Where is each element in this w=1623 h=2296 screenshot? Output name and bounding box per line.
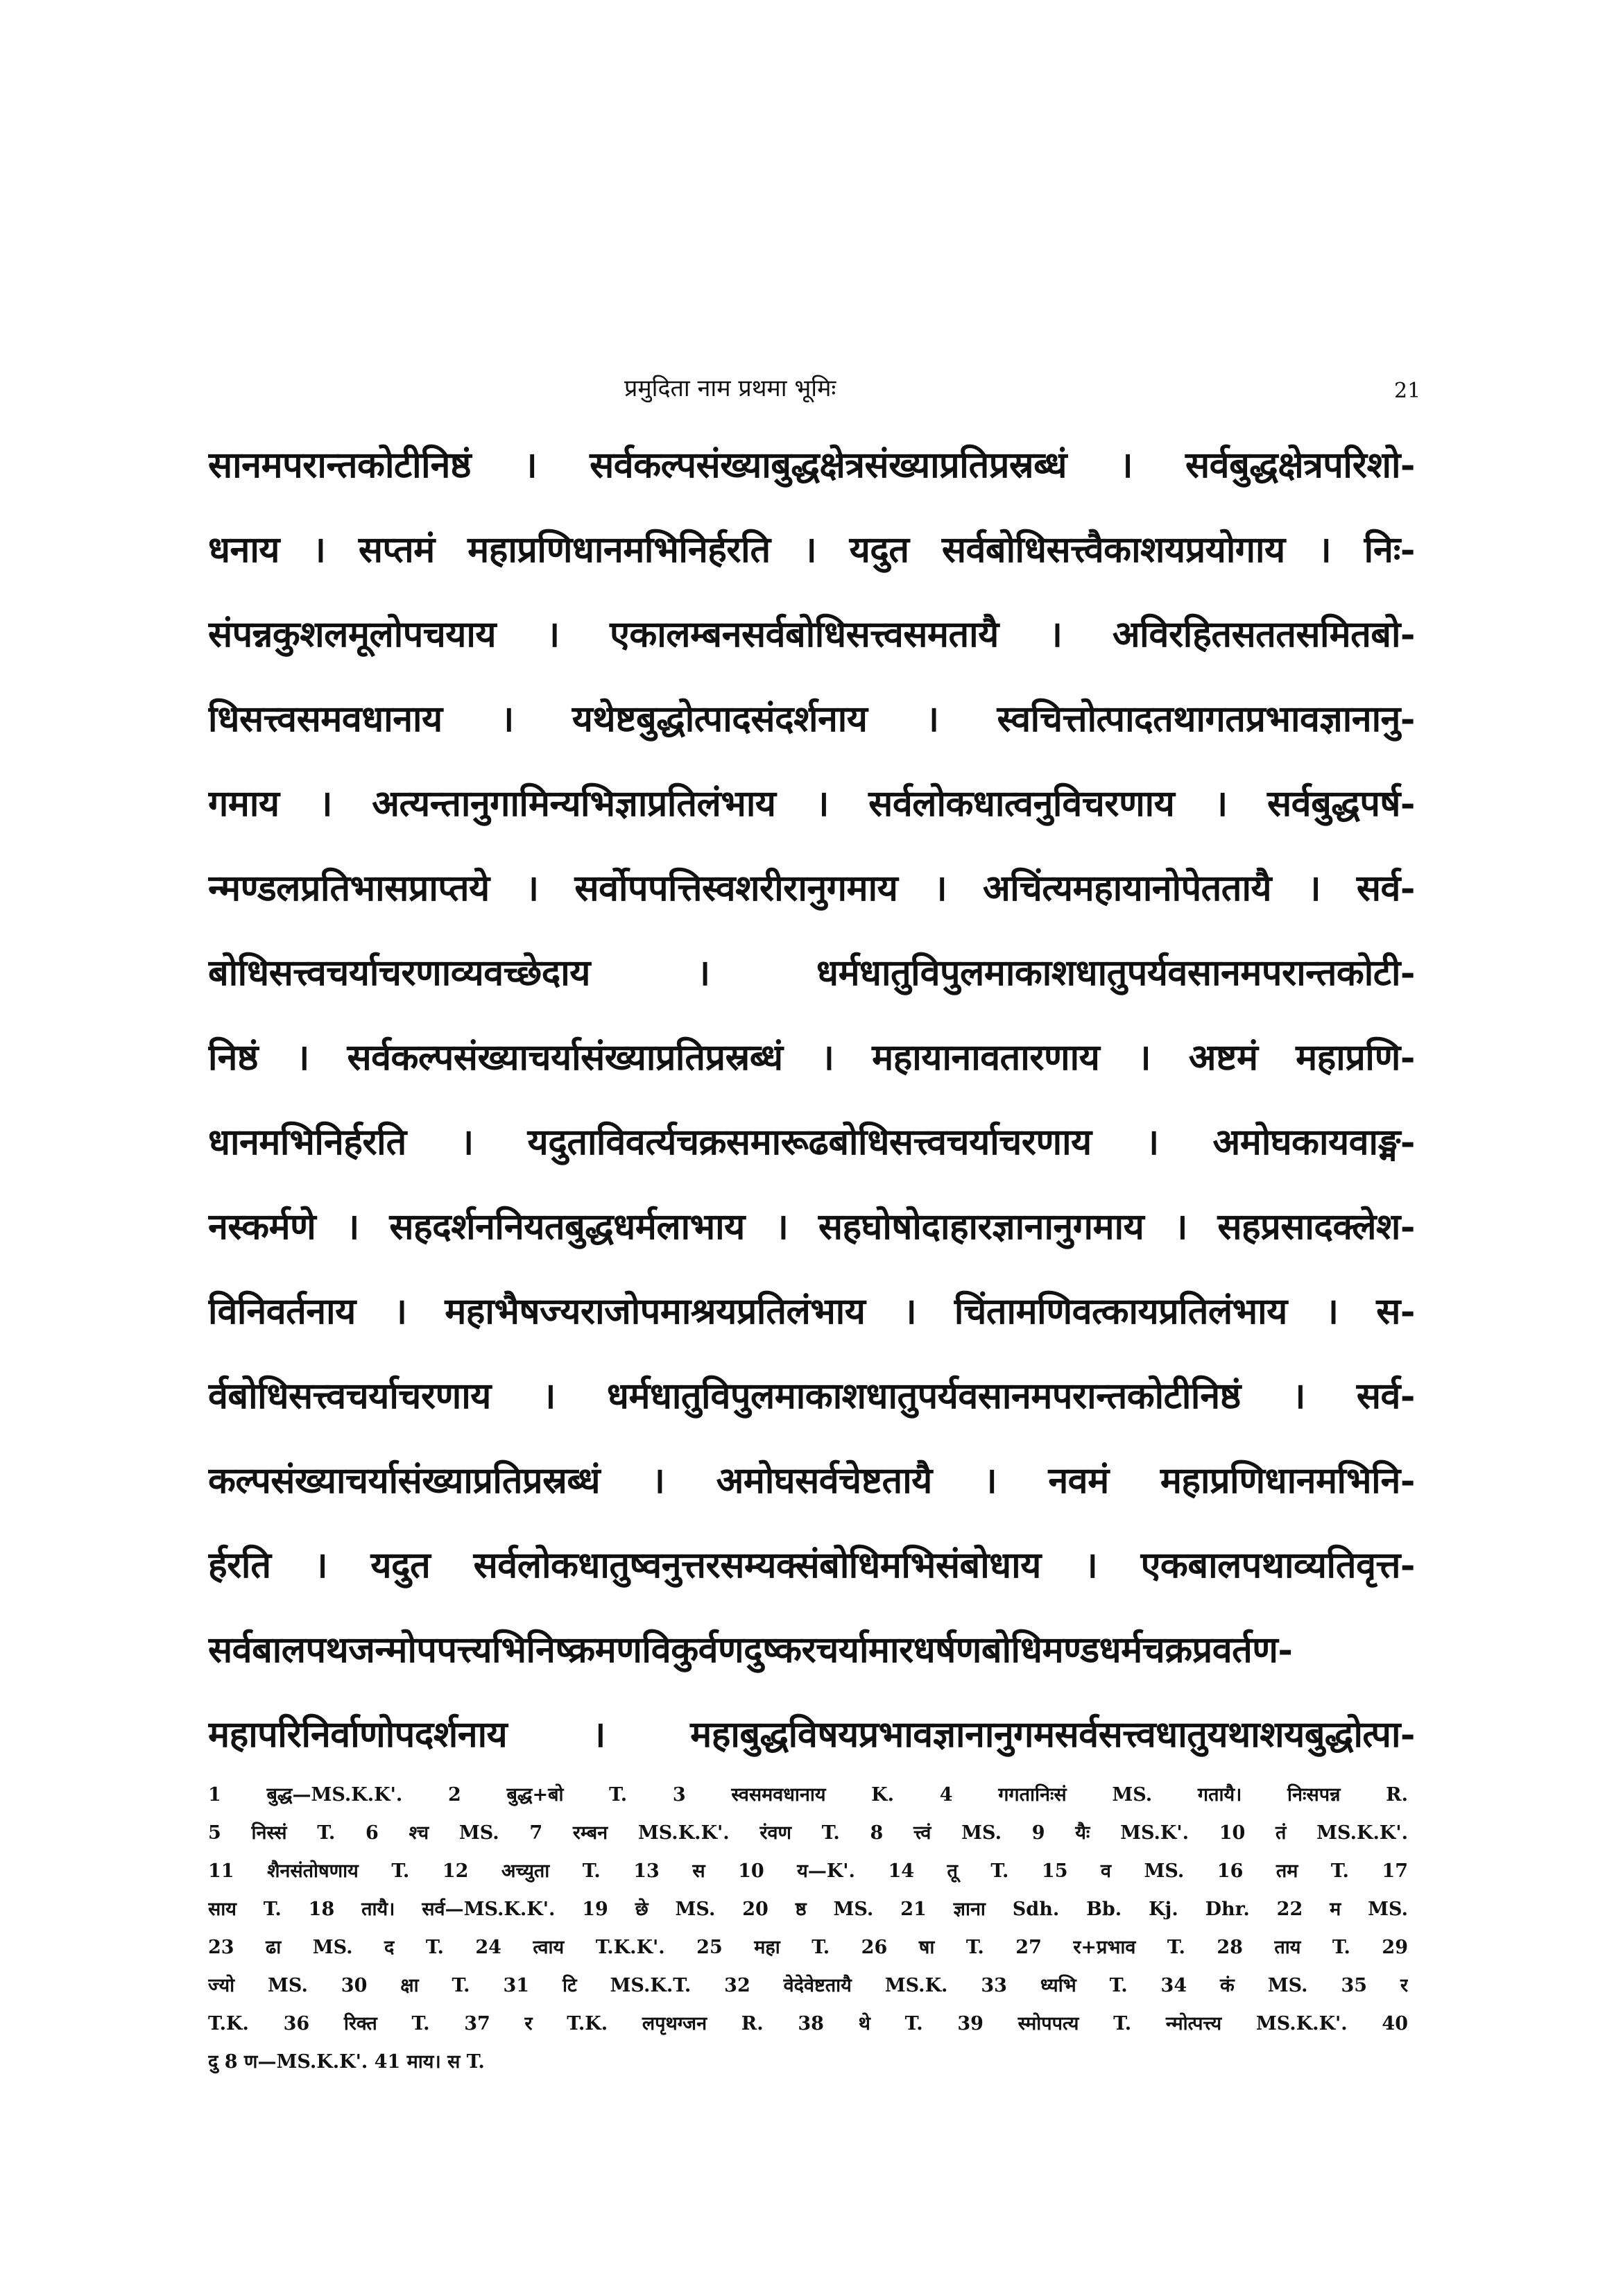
page-number: 21 <box>1394 379 1421 403</box>
text-line: सानमपरान्तकोटीनिष्ठं । सर्वकल्पसंख्याबुद्धक्षेत्रसंख्याप्रतिप्रस्रब्धं । सर्वबुद्धक्षेत्रपरिशो- <box>208 444 1415 486</box>
text-line: धानमभिनिर्हरति । यदुताविवर्त्यचक्रसमारूढबोधिसत्त्वचर्याचरणाय । अमोघकायवाङ्म- <box>208 1121 1415 1163</box>
text-line: नस्कर्मणे । सहदर्शननियतबुद्धधर्मलाभाय । सहघोषोदाहारज्ञानानुगमाय । सहप्रसादक्लेश- <box>208 1206 1415 1248</box>
text-line: धिसत्त्वसमवधानाय । यथेष्टबुद्धोत्पादसंदर्शनाय । स्वचित्तोत्पादतथागतप्रभावज्ञानानु- <box>208 698 1415 740</box>
text-line: र्वबोधिसत्त्वचर्याचरणाय । धर्मधातुविपुलमाकाशधातुपर्यवसानमपरान्तकोटीनिष्ठं । सर्व- <box>208 1375 1415 1417</box>
footnote-line: 1 बुद्ध—MS.K.K'. 2 बुद्ध+बो T. 3 स्वसमवधानाय K. 4 गगतानिःसं MS. गतायै। निःसपन्न R. <box>208 1784 1408 1806</box>
text-line: कल्पसंख्याचर्यासंख्याप्रतिप्रस्रब्धं । अमोघसर्वचेष्टतायै । नवमं महाप्रणिधानमभिनि- <box>208 1459 1415 1502</box>
text-line: सर्वबालपथजन्मोपपत्त्यभिनिष्क्रमणविकुर्वणदुष्करचर्यामारधर्षणबोधिमण्डधर्मचक्रप्रवर्तण- <box>208 1629 1293 1671</box>
footnote-line: 11 शैनसंतोषणाय T. 12 अच्युता T. 13 स 10 य—K'. 14 तू T. 15 व MS. 16 तम T. 17 <box>208 1860 1408 1882</box>
footnote-line: 5 निस्सं T. 6 श्च MS. 7 रम्बन MS.K.K'. रंवण T. 8 त्त्वं MS. 9 यैः MS.K'. 10 तं MS.K.K'. <box>208 1822 1408 1844</box>
text-line: धनाय । सप्तमं महाप्रणिधानमभिनिर्हरति । यदुत सर्वबोधिसत्त्वैकाशयप्रयोगाय । निः- <box>208 529 1415 571</box>
text-line: महापरिनिर्वाणोपदर्शनाय । महाबुद्धविषयप्रभावज्ञानानुगमसर्वसत्त्वधातुयथाशयबुद्धोत्पा- <box>208 1713 1415 1756</box>
footnote-line: साय T. 18 तायै। सर्व—MS.K.K'. 19 छे MS. 20 ष्ठ MS. 21 ज्ञाना Sdh. Bb. Kj. Dhr. 22 म MS. <box>208 1899 1408 1920</box>
footnote-line: दु 8 ण—MS.K.K'. 41 माय। स T. <box>208 2051 485 2073</box>
footnote-line: ज्यो MS. 30 क्षा T. 31 टि MS.K.T. 32 वेदेवेष्टतायै MS.K. 33 ध्यभि T. 34 कं MS. 35 र <box>208 1975 1408 1996</box>
text-line: विनिवर्तनाय । महाभैषज्यराजोपमाश्रयप्रतिलंभाय । चिंतामणिवत्कायप्रतिलंभाय । स- <box>208 1290 1415 1333</box>
text-line: गमाय । अत्यन्तानुगामिन्यभिज्ञाप्रतिलंभाय । सर्वलोकधात्वनुविचरणाय । सर्वबुद्धपर्ष- <box>208 782 1415 825</box>
text-line: निष्ठं । सर्वकल्पसंख्याचर्यासंख्याप्रतिप्रस्रब्धं । महायानावतारणाय । अष्टमं महाप्रणि- <box>208 1036 1415 1079</box>
footnote-line: T.K. 36 रिक्त T. 37 र T.K. लपृथग्जन R. 38 थे T. 39 स्मोपपत्य T. न्मोत्पत्त्य MS.K.K'. 40 <box>208 2013 1408 2034</box>
text-line: र्हरति । यदुत सर्वलोकधातुष्वनुत्तरसम्यक्संबोधिमभिसंबोधाय । एकबालपथाव्यतिवृत्त- <box>208 1544 1415 1586</box>
main-text <box>208 423 1415 1777</box>
text-line: न्मण्डलप्रतिभासप्राप्तये । सर्वोपपत्तिस्वशरीरानुगमाय । अचिंत्यमहायानोपेततायै । सर्व- <box>208 867 1415 909</box>
footnotes <box>208 1776 1408 2081</box>
running-head <box>0 368 1623 409</box>
text-line: संपन्नकुशलमूलोपचयाय । एकालम्बनसर्वबोधिसत्त्वसमतायै । अविरहितसततसमितबो- <box>208 613 1415 656</box>
footnote-line: 23 ढा MS. द T. 24 त्वाय T.K.K'. 25 महा T. 26 षा T. 27 र+प्रभाव T. 28 ताय T. 29 <box>208 1937 1408 1958</box>
text-line: बोधिसत्त्वचर्याचरणाव्यवच्छेदाय । धर्मधातुविपुलमाकाशधातुपर्यवसानमपरान्तकोटी- <box>208 952 1415 994</box>
running-title: प्रमुदिता नाम प्रथमा भूमिः <box>624 375 836 402</box>
